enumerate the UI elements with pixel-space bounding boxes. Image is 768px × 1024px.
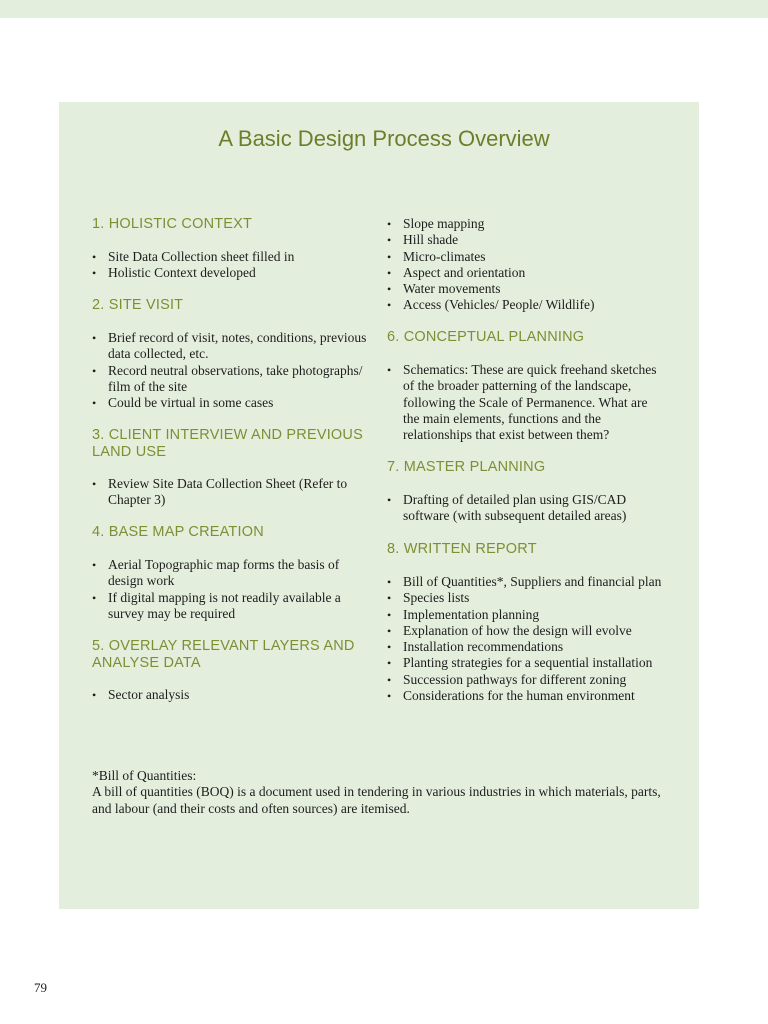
list-item: • Schematics: These are quick freehand sketches of the broader patterning of the landscape, following the Scale of Permanence. What are the main elements, functions and the relationships that exist between them? [387,362,657,443]
section-heading-holistic-context: 1. HOLISTIC CONTEXT [92,216,253,232]
list-item: • Sector analysis [92,687,377,703]
section-heading-base-map: 4. BASE MAP CREATION [92,524,264,540]
list-item: • Drafting of detailed plan using GIS/CAD software (with subsequent detailed areas) [387,492,649,525]
section-list-client-interview [92,476,354,509]
list-item: • Succession pathways for different zoning [387,672,677,688]
list-item: • Micro-climates [387,249,677,265]
list-item: • Holistic Context developed [92,265,377,281]
section-heading-client-interview: 3. CLIENT INTERVIEW AND PREVIOUS LAND USE [92,427,363,460]
list-item: • Considerations for the human environment [387,688,677,704]
section-list-base-map [92,557,354,622]
page-title: A Basic Design Process Overview [218,126,550,151]
section-list-site-visit [92,330,377,411]
list-item: • Access (Vehicles/ People/ Wildlife) [387,297,677,313]
list-item: • Water movements [387,281,677,297]
section-list-holistic-context [92,249,377,282]
list-item: • Aspect and orientation [387,265,677,281]
list-item: • Installation recommendations [387,639,677,655]
list-item: • Bill of Quantities*, Suppliers and financial plan [387,574,677,590]
section-list-overlay-layers [92,687,377,703]
page-number: 79 [34,980,47,995]
list-item: • Slope mapping [387,216,677,232]
list-item: • Review Site Data Collection Sheet (Refer to Chapter 3) [92,476,354,509]
section-heading-conceptual-planning: 6. CONCEPTUAL PLANNING [387,329,585,345]
section-list-conceptual-planning [387,362,657,443]
section-list-overlay-layers-continued [387,216,677,314]
section-heading-written-report: 8. WRITTEN REPORT [387,541,537,557]
footnote [92,768,682,817]
list-item: • Hill shade [387,232,677,248]
list-item: • Species lists [387,590,677,606]
list-item: • Record neutral observations, take photographs/ film of the site [92,363,377,396]
footnote-text: A bill of quantities (BOQ) is a document used in tendering in various industries in which materials, parts, and labour (and their costs and often sources) are itemised. [92,784,661,816]
list-item: • Could be virtual in some cases [92,395,377,411]
section-heading-site-visit: 2. SITE VISIT [92,297,184,313]
section-list-written-report [387,574,677,704]
section-list-master-planning [387,492,649,525]
section-heading-master-planning: 7. MASTER PLANNING [387,459,546,475]
list-item: • Brief record of visit, notes, conditions, previous data collected, etc. [92,330,377,363]
list-item: • Planting strategies for a sequential installation [387,655,677,671]
list-item: • Explanation of how the design will evolve [387,623,677,639]
footnote-label: *Bill of Quantities: [92,768,197,783]
list-item: • Site Data Collection sheet filled in [92,249,377,265]
list-item: • Aerial Topographic map forms the basis of design work [92,557,354,590]
list-item: • Implementation planning [387,607,677,623]
top-band [0,0,768,18]
section-heading-overlay-layers: 5. OVERLAY RELEVANT LAYERS AND ANALYSE DATA [92,638,355,671]
list-item: • If digital mapping is not readily available a survey may be required [92,590,354,623]
